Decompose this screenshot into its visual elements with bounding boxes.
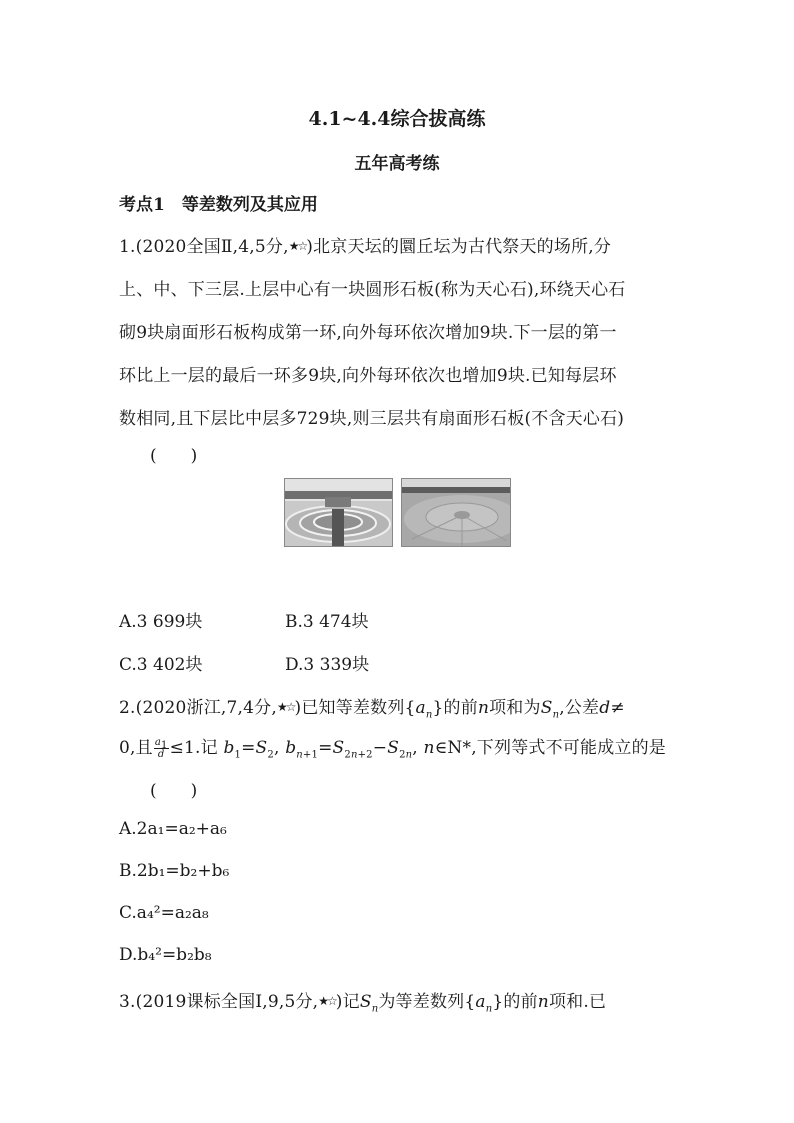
- q1-option-c: C.3 402块: [119, 655, 203, 675]
- fraction-a1-over-d: $\frac{a_1}{d}$: [154, 737, 168, 760]
- q1-source: 1.(2020全国Ⅱ,4,5分,: [119, 237, 289, 257]
- difficulty-stars-icon: ★☆: [276, 700, 295, 714]
- q3-line-1: 3.(2019课标全国Ⅰ,9,5分,★☆)记$S_n$为等差数列$\{a_n\}$的前n项和.已: [119, 992, 607, 1015]
- q3-source: 3.(2019课标全国Ⅰ,9,5分,: [119, 992, 319, 1012]
- q2-option-a: A.2a₁=a₂+a₆: [119, 819, 227, 839]
- difficulty-stars-icon: ★☆: [318, 994, 336, 1008]
- q2-answer-blank: ( ): [150, 781, 198, 801]
- q1-option-b: B.3 474块: [285, 612, 369, 632]
- page-title: 4.1~4.4综合拔高练: [308, 108, 486, 130]
- temple-of-heaven-photo: [284, 478, 393, 547]
- q2-option-c: C.a₄²=a₂a₈: [119, 903, 209, 923]
- q1-line-2: 上、中、下三层.上层中心有一块圆形石板(称为天心石),环绕天心石: [119, 280, 626, 300]
- q1-line-3: 砌9块扇面形石板构成第一环,向外每环依次增加9块.下一层的第一: [119, 323, 617, 343]
- circular-mound-photo: [401, 478, 511, 547]
- section-heading: 考点1 等差数列及其应用: [119, 195, 318, 215]
- q2-option-b: B.2b₁=b₂+b₆: [119, 861, 230, 881]
- q2-line-2: 0,且 $\frac{a_1}{d}$ ≤1.记 $b_1=S_2$, $b_{n+1}=S_{2n+2}-S_{2n}$, n∈N*,下列等式不可能成立的是: [119, 737, 667, 761]
- q2-option-d: D.b₄²=b₂b₈: [119, 945, 212, 965]
- q2-line-1: 2.(2020浙江,7,4分,★☆)已知等差数列$\{a_n\}$的前n项和为$S_n$,公差d≠: [119, 698, 625, 721]
- q2-source: 2.(2020浙江,7,4分,: [119, 698, 277, 718]
- q1-line-1: [119, 232, 611, 257]
- q1-option-a: A.3 699块: [119, 612, 203, 632]
- q1-line-5: 数相同,且下层比中层多729块,则三层共有扇面形石板(不含天心石): [119, 409, 625, 429]
- q1-option-d: D.3 339块: [285, 655, 370, 675]
- q1-line-4: 环比上一层的最后一环多9块,向外每环依次也增加9块.已知每层环: [119, 366, 617, 386]
- q1-answer-blank: ( ): [150, 446, 198, 466]
- page-subtitle: 五年高考练: [354, 154, 440, 174]
- difficulty-stars-icon: ★☆: [288, 239, 307, 253]
- q1-text-1: )北京天坛的圜丘坛为古代祭天的场所,分: [306, 237, 612, 257]
